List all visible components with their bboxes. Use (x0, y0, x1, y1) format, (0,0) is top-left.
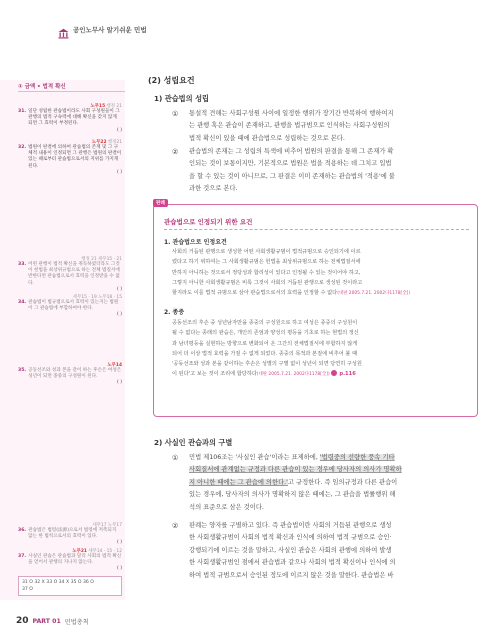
divider (164, 229, 469, 230)
text-line: 관습법의 존재는 그 성립의 특색에 비추어 법원의 판결을 통해 그 존재가 확 (189, 148, 394, 155)
part-label: PART 01 (32, 617, 61, 625)
quiz-item (18, 294, 122, 317)
text-line: 을 할 수 있는 것이 아니므로, 그 판결은 이미 존재하는 관습법의 '적용'에 불 (189, 172, 395, 180)
quiz-text: 일단 성립한 관습법이라도 사회 구성원들이 그 관행의 법적 구속력에 대해 확신을 갖지 않게 되면 그 효력이 부정된다. (28, 109, 120, 127)
sidebar-band (18, 80, 125, 92)
paragraph-3 (172, 452, 482, 514)
subsection-title: 1) 관습법의 성립 (154, 94, 209, 103)
answer-blank[interactable]: ( ) (116, 169, 122, 175)
text-line: 공동선조의 후손 중 성년남자만을 종중의 구성원으로 하고 여성은 종중의 구성원이 (172, 320, 358, 326)
quiz-item (18, 139, 122, 175)
text-line: 할지라도 이를 법적 규범으로 삼아 관습법으로서의 효력을 인정할 수 없다 (172, 290, 338, 297)
quiz-source: 세무17 노무17 (92, 523, 122, 528)
quiz-number: 36. (18, 528, 27, 533)
quiz-text: 사실인 관습은 관습법과 달리 사회의 법적 확신을 얻어서 관행의 지나지 않는다. (28, 554, 122, 566)
link-icon (331, 370, 337, 376)
text-line: 판례는 양자를 구별하고 있다. 즉 관습법이란 사회의 거듭된 관행으로 생성 (189, 522, 392, 529)
quiz-source-flag: 노무15 (90, 104, 106, 109)
precedent-body (172, 247, 470, 299)
precedent-box (153, 201, 478, 417)
quiz-source: 세무15 · 19 노무18 · 15 (72, 295, 122, 300)
text-line: 통설적 견해는 사회구성원 사이에 일정한 행위가 장기간 반복하여 행하여지 (189, 110, 394, 117)
page-reference-label: p.116 (339, 371, 356, 378)
answer-key (18, 576, 122, 596)
quiz-text: 관습법이 법규범으로서 효력이 있는지는 법원이 그 관습법에 부합하여야 한다. (28, 300, 119, 312)
quiz-source: 행정 21 세무15 · 21 (81, 257, 122, 262)
answer-blank[interactable]: ( ) (116, 312, 122, 318)
text-line: 한 사회생활규범인 점에서 관습법과 같으나 사회의 법적 확신이나 인식에 의 (189, 559, 396, 567)
quiz-text: 법원이 판결에 의하여 관습법의 존재 및 그 구체적 내용이 인정되면 그 관행은 법원의 판결이 있는 때로부터 관습법으로서의 지위를 가지게 된다. (28, 145, 122, 169)
quiz-item (18, 362, 122, 385)
quiz-source-flag: 노무22 (91, 140, 107, 145)
text-line: 될 수 없다는 종래의 관습은, 개인의 존엄과 양성의 평등을 기초로 하는 현법의 정신 (172, 330, 359, 337)
paragraph-number: ① (172, 454, 179, 462)
quiz-number: 37. (18, 554, 27, 559)
quiz-text: 관습법은 법령(法源)으로서 법령에 저촉되지 않는 한 법칙으로서의 효력이 있다. (28, 528, 117, 540)
text-line: 반하지 아니하는 것으로서 정당성과 합리성이 있다고 인정될 수 있는 것이어야 하고, (172, 269, 361, 276)
text-line: '공동선조와 성과 본을 같이하는 후손은 성별의 구별 없이 성년이 되면 당연히 구성원 (172, 361, 362, 368)
quiz-number: 32. (18, 145, 27, 150)
answer-blank[interactable]: ( ) (116, 127, 122, 133)
text-line: 하여 법적 규범으로서 승인된 정도에 이르지 않은 것을 말한다. 관습법은 바 (189, 571, 394, 579)
case-citation: (대판 2005.7.21. 2002다1178[全]) (256, 372, 330, 378)
sidebar-band-label: ① 금액 • 법적 확신 (18, 84, 66, 90)
text-line: 강행되기에 이르는 것을 말하고, 사실인 관습은 사회의 관행에 의하여 발생 (189, 546, 392, 554)
answer-key-line: 31 O 32 X 33 O 34 X 35 O 36 O (22, 580, 94, 585)
page-reference[interactable] (331, 371, 356, 377)
answer-blank[interactable]: ( ) (116, 566, 122, 572)
quiz-text: 어떤 관행이 법적 확신을 취득하였더라도 그것이 헌법을 최상위규범으로 하는 전체 법질서에 반한다면 관습법으로서 효력을 인정받을 수 없다. (28, 262, 120, 286)
running-header (58, 22, 147, 36)
case-citation: (대판 2005.7.21. 2002다1178[全]) (337, 291, 411, 297)
text-line: 렀다고 하기 위하여는 그 사회생활규범은 헌법을 최상위규범으로 하는 전체법질서에 (172, 259, 361, 266)
quiz-number: 35. (18, 368, 27, 373)
text-line: 석의 표준으로 삼은 것이다. (189, 503, 264, 511)
precedent-body (172, 318, 470, 381)
paragraph-4 (172, 520, 482, 582)
quiz-source: 세무14 · 15 · 12 (88, 549, 122, 554)
answer-blank[interactable]: ( ) (116, 380, 122, 386)
text-line: 되어 더 이상 법적 효력을 가질 수 없게 되었다. 종중의 목적과 본질에 비추어 볼 때 (172, 350, 358, 357)
text-line: 이 된다'고 보는 것이 조리에 합당하다 (172, 371, 257, 378)
bank-icon (58, 24, 69, 35)
paragraph-number: ② (172, 522, 179, 530)
precedent-title: 관습법으로 인정되기 위한 요건 (164, 218, 253, 226)
answer-key-line: 37 O (22, 587, 33, 592)
section-title: (2) 성립요건 (148, 76, 195, 85)
text-line: 사회의 거듭된 관행으로 생성한 어떤 사회생활규범이 법적규범으로 승인되기에 이르 (172, 249, 361, 255)
quiz-source: 행정 21 (106, 104, 122, 109)
quiz-number: 31. (18, 109, 27, 114)
text-line: 과한 것으로 본다. (189, 185, 238, 193)
paragraph-1 (172, 108, 482, 145)
text-line: 있는 경우에, 당사자의 의사가 명확하지 않은 때에는, 그 관습을 법률행위 해 (189, 491, 396, 499)
quiz-item (18, 522, 122, 545)
quiz-source-flag: 노무14 (107, 363, 122, 368)
highlighted-text: '법령중의 선량한 풍속 기타 (319, 454, 395, 461)
text-span: 고 규정한다. 즉 임의규정과 다른 관습이 (287, 478, 398, 486)
text-line: 한 사회생활규범이 사회의 법적 확신과 인식에 의하여 법적 규범으로 승인· (189, 534, 392, 542)
text-span: 민법 제106조는 '사실인 관습'이라는 표제하에, (189, 454, 320, 461)
precedent-subtitle: 2. 종중 (164, 309, 185, 316)
subsection-title: 2) 사실인 관습과의 구별 (154, 438, 233, 447)
quiz-number: 34. (18, 300, 27, 305)
highlighted-text: 지 아니한 때에는 그 관습에 의한다.' (189, 478, 288, 486)
quiz-number: 33. (18, 262, 27, 267)
text-line: 과 남녀평등을 실현하는 방향으로 변화되어 온 그간의 전체법질서에 부합하지 않게 (172, 340, 358, 347)
quiz-text: 공동선조와 성과 본을 같이 하는 후손은 여성은 성년이 되면 종중의 구성원이 된다. (28, 368, 122, 380)
page-number: 20 (16, 616, 29, 626)
quiz-source-flag: 노무21 (72, 549, 87, 554)
paragraph-2 (172, 146, 482, 196)
page-footer (16, 616, 89, 626)
answer-blank[interactable]: ( ) (116, 286, 122, 292)
quiz-item (18, 103, 122, 133)
quiz-item (18, 548, 122, 571)
precedent-tag: 판례 (153, 199, 168, 207)
answer-blank[interactable]: ( ) (116, 540, 122, 546)
paragraph-number: ① (172, 110, 179, 118)
quiz-item (18, 256, 122, 292)
quiz-source: 행정21 (107, 140, 122, 145)
highlighted-text: 사회질서에 관계없는 규정과 다른 관습이 있는 경우에 당사자의 의사가 명확하 (189, 466, 402, 474)
text-line: 는 관행 혹은 관습이 존재하고, 관행을 법규범으로 인식하는 사회구성원의 (189, 122, 390, 130)
paragraph-number: ② (172, 148, 179, 156)
text-line: 인되는 것이 보통이지만, 기본적으로 법원은 법을 적용하는 데 그치고 입법 (189, 160, 392, 168)
precedent-subtitle: 1. 관습법으로 인정요건 (164, 239, 227, 246)
text-line: 그렇지 아니한 사회생활규범은 비록 그것이 사회의 거듭된 관행으로 생성된 것이라고 (172, 279, 363, 286)
text-line: 법적 확신이 있을 때에 관습법으로 성립하는 것으로 본다. (189, 134, 345, 142)
header-title: 공인노무사 알기쉬운 민법 (73, 25, 147, 34)
chapter-label: 민법총칙 (64, 618, 89, 626)
